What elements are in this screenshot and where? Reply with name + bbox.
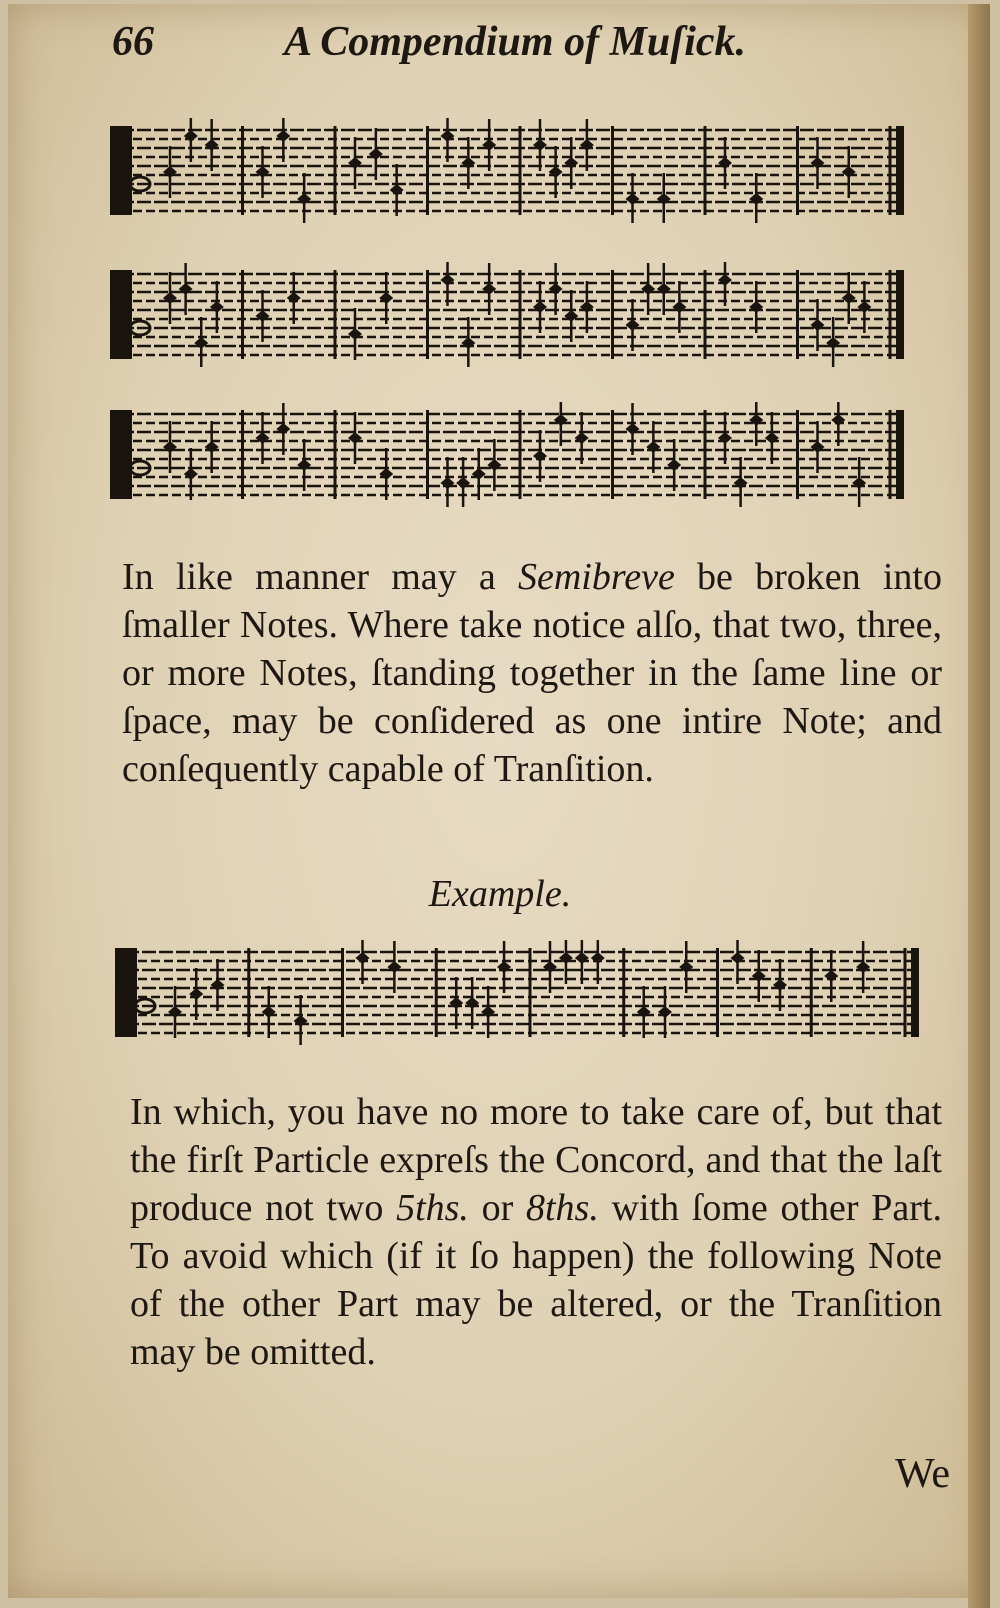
music-staff-2	[110, 262, 910, 367]
music-staff-3	[110, 402, 910, 507]
staff-engraving	[110, 118, 910, 223]
catchword: We	[895, 1451, 950, 1497]
staff-engraving	[115, 940, 925, 1045]
staff-engraving	[110, 402, 910, 507]
paragraph-2: In which, you have no more to take care of, but that the firſt Particle expreſs the Concord, and that the laſt produce not two 5ths. or 8ths. with ſome other Part. To avoid which (if it ſo happen) the following Note of the other Part may be altered, or the Tranſition may be omitted.	[130, 1091, 942, 1373]
page-edge-shadow	[968, 4, 990, 1608]
staff-engraving	[110, 262, 910, 367]
page-header	[112, 18, 832, 78]
running-title: A Compendium of Muſick.	[284, 19, 747, 65]
page-number: 66	[112, 19, 154, 65]
example-caption: Example.	[428, 873, 572, 915]
music-staff-1	[110, 118, 910, 223]
paragraph-1: In like manner may a Semibreve be broken into ſmaller Notes. Where take notice alſo, that two, three, or more Notes, ſtanding together in the ſame line or ſpace, may be conſidered as one intire Note; and conſequently capable of Tranſition.	[122, 556, 942, 790]
music-staff-example	[115, 940, 925, 1045]
